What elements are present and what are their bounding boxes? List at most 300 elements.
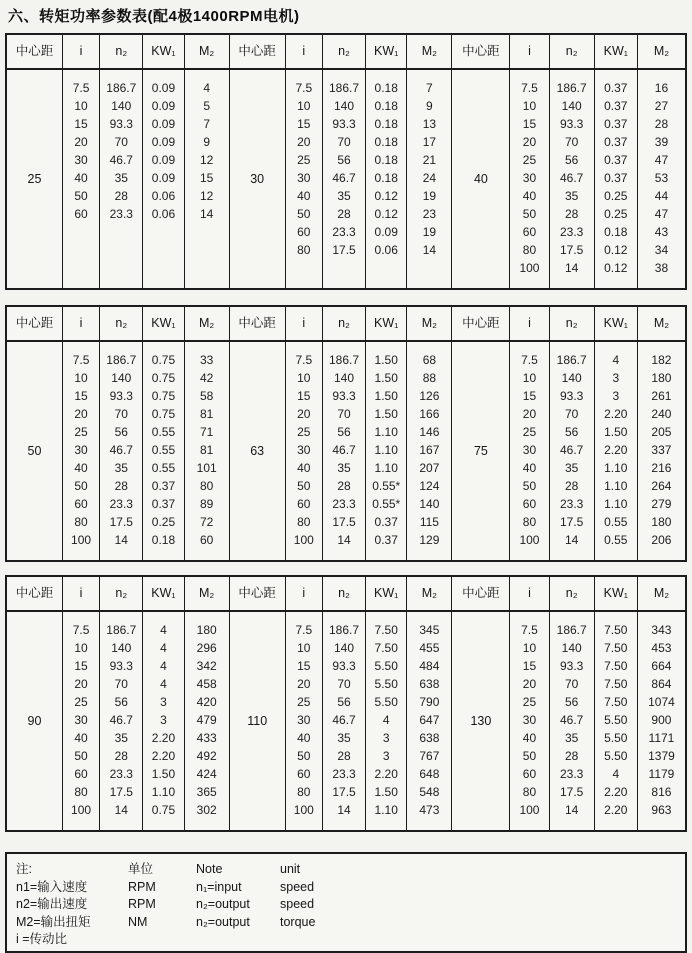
- data-column: [143, 342, 184, 560]
- data-column: [63, 342, 100, 560]
- cell-value: 50: [297, 479, 311, 493]
- cell-value: 1.10: [604, 479, 628, 493]
- cell-value: 93.3: [332, 389, 356, 403]
- center-distance-cell: [452, 612, 510, 830]
- column-header: M₂: [407, 577, 452, 612]
- cell-value: 14: [337, 533, 351, 547]
- note-cell: n1=输入速度: [16, 879, 88, 894]
- column-header: M₂: [638, 307, 685, 342]
- cell-value: 0.55: [151, 443, 176, 457]
- cell-value: 0.75: [151, 407, 176, 421]
- cell-value: 458: [196, 677, 217, 691]
- cell-value: 40: [74, 731, 88, 745]
- cell-value: 343: [651, 623, 672, 637]
- center-distance-cell: [230, 612, 286, 830]
- cell-value: 70: [564, 677, 579, 691]
- cell-value: 186.7: [329, 353, 360, 367]
- cell-value: 0.18: [374, 171, 398, 185]
- cell-value: 140: [561, 371, 582, 385]
- cell-value: 7.5: [72, 353, 90, 367]
- note-cell: n₂=output: [196, 897, 250, 911]
- note-cell: [196, 931, 280, 949]
- cell-value: 15: [522, 659, 537, 673]
- note-row: [16, 879, 685, 897]
- cell-value: 816: [651, 785, 672, 799]
- cell-value: 7.50: [374, 623, 398, 637]
- note-cell: [128, 931, 196, 949]
- cell-value: 1.50: [374, 407, 398, 421]
- cell-value: 4: [160, 677, 167, 691]
- column-header: M₂: [407, 307, 452, 342]
- cell-value: 5: [203, 99, 210, 113]
- cell-value: 7.50: [604, 623, 628, 637]
- column-header: M₂: [185, 577, 230, 612]
- cell-value: 0.37: [151, 497, 176, 511]
- cell-value: 140: [419, 497, 440, 511]
- cell-value: 15: [74, 117, 88, 131]
- cell-value: 0.12: [604, 243, 628, 257]
- cell-value: 60: [199, 533, 214, 547]
- cell-value: 28: [337, 207, 351, 221]
- cell-value: 28: [337, 749, 351, 763]
- cell-value: 46.7: [109, 713, 133, 727]
- cell-value: 0.25: [604, 207, 628, 221]
- cell-value: 0.55: [604, 515, 628, 529]
- cell-value: 80: [199, 479, 214, 493]
- cell-value: 0.75: [151, 371, 176, 385]
- cell-value: 25: [522, 153, 537, 167]
- parameter-table-band-1: [5, 33, 687, 290]
- cell-value: 7.5: [295, 81, 313, 95]
- cell-value: 0.09: [151, 99, 176, 113]
- cell-value: 146: [419, 425, 440, 439]
- cell-value: 1.50: [604, 425, 628, 439]
- cell-value: 0.37: [604, 117, 628, 131]
- cell-value: 56: [114, 425, 128, 439]
- cell-value: 25: [297, 153, 311, 167]
- center-distance-value: 63: [250, 444, 265, 458]
- center-distance-value: 40: [473, 172, 488, 186]
- cell-value: 5.50: [604, 731, 628, 745]
- note-cell: Note: [196, 862, 223, 876]
- cell-value: 0.09: [151, 81, 176, 95]
- cell-value: 47: [654, 207, 669, 221]
- data-column: [323, 70, 366, 288]
- cell-value: 17.5: [559, 515, 584, 529]
- cell-value: 100: [519, 803, 540, 817]
- cell-value: 44: [654, 189, 669, 203]
- cell-value: 50: [522, 749, 537, 763]
- cell-value: 80: [297, 785, 311, 799]
- note-cell: speed: [280, 879, 315, 894]
- data-column: [550, 342, 595, 560]
- cell-value: 50: [522, 207, 537, 221]
- data-column: [100, 612, 143, 830]
- cell-value: 115: [419, 515, 439, 529]
- cell-value: 23.3: [559, 225, 584, 239]
- cell-value: 100: [519, 261, 540, 275]
- cell-value: 46.7: [109, 153, 133, 167]
- cell-value: 23.3: [559, 767, 584, 781]
- cell-value: 23.3: [332, 225, 356, 239]
- cell-value: 23: [422, 207, 437, 221]
- cell-value: 93.3: [332, 659, 356, 673]
- cell-value: 35: [564, 731, 579, 745]
- cell-value: 0.25: [604, 189, 628, 203]
- cell-value: 4: [160, 623, 167, 637]
- cell-value: 2.20: [604, 407, 628, 421]
- cell-value: 166: [419, 407, 440, 421]
- cell-value: 3: [612, 389, 620, 403]
- cell-value: 14: [199, 207, 214, 221]
- notes-box: [5, 852, 687, 953]
- cell-value: 15: [297, 117, 311, 131]
- cell-value: 648: [419, 767, 440, 781]
- column-header: n₂: [550, 577, 595, 612]
- cell-value: 30: [297, 443, 311, 457]
- column-header: KW₁: [143, 577, 184, 612]
- cell-value: 0.06: [374, 243, 398, 257]
- cell-value: 767: [419, 749, 440, 763]
- column-header-center-distance: 中心距: [452, 577, 510, 612]
- cell-value: 20: [297, 677, 311, 691]
- cell-value: 0.37: [604, 135, 628, 149]
- cell-value: 638: [419, 731, 440, 745]
- cell-value: 25: [297, 425, 311, 439]
- cell-value: 1.50: [374, 371, 398, 385]
- cell-value: 473: [419, 803, 440, 817]
- data-column: [638, 342, 685, 560]
- column-header-center-distance: 中心距: [230, 577, 286, 612]
- cell-value: 14: [114, 803, 128, 817]
- column-header: n₂: [100, 307, 143, 342]
- cell-value: 126: [419, 389, 440, 403]
- cell-value: 0.37: [151, 479, 176, 493]
- cell-value: 15: [199, 171, 214, 185]
- column-header: i: [510, 577, 549, 612]
- cell-value: 47: [654, 153, 669, 167]
- column-header: n₂: [550, 35, 595, 70]
- cell-value: 100: [71, 803, 92, 817]
- cell-value: 17.5: [559, 243, 584, 257]
- cell-value: 20: [74, 135, 88, 149]
- column-header-center-distance: 中心距: [452, 307, 510, 342]
- cell-value: 20: [522, 135, 537, 149]
- column-header: i: [286, 307, 323, 342]
- cell-value: 14: [564, 533, 579, 547]
- cell-value: 10: [74, 371, 88, 385]
- data-column: [323, 342, 366, 560]
- cell-value: 900: [651, 713, 672, 727]
- cell-value: 453: [651, 641, 672, 655]
- cell-value: 4: [382, 713, 390, 727]
- column-header: KW₁: [595, 307, 638, 342]
- cell-value: 14: [564, 803, 579, 817]
- cell-value: 42: [199, 371, 214, 385]
- cell-value: 46.7: [332, 443, 356, 457]
- cell-value: 167: [419, 443, 440, 457]
- cell-value: 35: [564, 461, 579, 475]
- cell-value: 34: [654, 243, 669, 257]
- cell-value: 35: [337, 731, 351, 745]
- cell-value: 80: [74, 785, 88, 799]
- cell-value: 60: [297, 767, 311, 781]
- cell-value: 20: [522, 677, 537, 691]
- cell-value: 50: [74, 189, 88, 203]
- cell-value: 30: [522, 443, 537, 457]
- cell-value: 60: [297, 497, 311, 511]
- cell-value: 186.7: [106, 623, 137, 637]
- cell-value: 27: [654, 99, 669, 113]
- cell-value: 17.5: [559, 785, 584, 799]
- cell-value: 50: [522, 479, 537, 493]
- center-distance-cell: [452, 70, 510, 288]
- cell-value: 46.7: [109, 443, 133, 457]
- cell-value: 28: [564, 479, 579, 493]
- cell-value: 1.10: [374, 803, 398, 817]
- cell-value: 23.3: [109, 207, 133, 221]
- cell-value: 10: [297, 99, 311, 113]
- cell-value: 89: [199, 497, 214, 511]
- cell-value: 93.3: [559, 659, 584, 673]
- column-header: M₂: [185, 307, 230, 342]
- cell-value: 7.50: [604, 641, 628, 655]
- note-cell: n₂=output: [196, 914, 250, 929]
- column-header: KW₁: [143, 35, 184, 70]
- center-distance-value: 25: [27, 172, 42, 186]
- center-distance-cell: [7, 70, 63, 288]
- cell-value: 664: [651, 659, 672, 673]
- note-cell: torque: [280, 914, 316, 929]
- column-header: i: [286, 577, 323, 612]
- cell-value: 15: [74, 659, 88, 673]
- cell-value: 25: [522, 425, 537, 439]
- cell-value: 7.50: [604, 677, 628, 691]
- cell-value: 28: [337, 479, 351, 493]
- column-header-center-distance: 中心距: [7, 307, 63, 342]
- cell-value: 420: [196, 695, 217, 709]
- column-header: i: [510, 35, 549, 70]
- column-header: KW₁: [143, 307, 184, 342]
- table-body: [7, 612, 685, 830]
- column-header: n₂: [323, 35, 366, 70]
- cell-value: 30: [74, 443, 88, 457]
- cell-value: 207: [419, 461, 440, 475]
- cell-value: 30: [74, 153, 88, 167]
- cell-value: 70: [337, 407, 351, 421]
- cell-value: 12: [199, 189, 214, 203]
- cell-value: 5.50: [604, 749, 628, 763]
- cell-value: 16: [654, 81, 669, 95]
- cell-value: 7.5: [521, 81, 538, 95]
- table-header-row: [7, 577, 685, 612]
- column-header: M₂: [407, 35, 452, 70]
- cell-value: 60: [522, 497, 537, 511]
- cell-value: 302: [196, 803, 217, 817]
- cell-value: 180: [651, 371, 672, 385]
- column-header-center-distance: 中心距: [230, 307, 286, 342]
- cell-value: 10: [297, 371, 311, 385]
- cell-value: 0.37: [604, 153, 628, 167]
- cell-value: 28: [114, 189, 128, 203]
- column-header: n₂: [100, 35, 143, 70]
- cell-value: 80: [522, 515, 537, 529]
- cell-value: 38: [654, 261, 669, 275]
- note-cell: [280, 931, 685, 949]
- cell-value: 0.55*: [372, 479, 401, 493]
- cell-value: 124: [419, 479, 440, 493]
- cell-value: 40: [522, 731, 537, 745]
- cell-value: 70: [337, 135, 351, 149]
- cell-value: 206: [651, 533, 672, 547]
- cell-value: 4: [203, 81, 210, 95]
- data-column: [550, 70, 595, 288]
- cell-value: 186.7: [106, 353, 137, 367]
- cell-value: 60: [74, 497, 88, 511]
- cell-value: 15: [522, 389, 537, 403]
- data-column: [366, 70, 407, 288]
- cell-value: 1.50: [374, 389, 398, 403]
- cell-value: 7.50: [374, 641, 398, 655]
- cell-value: 4: [160, 641, 167, 655]
- cell-value: 186.7: [329, 81, 360, 95]
- table-header-row: [7, 35, 685, 70]
- cell-value: 186.7: [329, 623, 360, 637]
- cell-value: 1.10: [604, 497, 628, 511]
- cell-value: 53: [654, 171, 669, 185]
- cell-value: 140: [111, 99, 132, 113]
- cell-value: 17.5: [332, 785, 356, 799]
- cell-value: 296: [196, 641, 217, 655]
- cell-value: 28: [564, 749, 579, 763]
- data-column: [143, 612, 184, 830]
- cell-value: 70: [114, 677, 128, 691]
- column-header: i: [286, 35, 323, 70]
- note-cell: RPM: [128, 897, 156, 911]
- cell-value: 35: [564, 189, 579, 203]
- cell-value: 10: [522, 641, 537, 655]
- column-header: KW₁: [366, 577, 407, 612]
- cell-value: 50: [74, 749, 88, 763]
- cell-value: 0.06: [151, 189, 176, 203]
- cell-value: 129: [419, 533, 440, 547]
- cell-value: 40: [297, 731, 311, 745]
- cell-value: 0.75: [151, 353, 176, 367]
- note-cell: RPM: [128, 879, 156, 894]
- cell-value: 484: [419, 659, 440, 673]
- cell-value: 60: [74, 767, 88, 781]
- cell-value: 68: [422, 353, 437, 367]
- cell-value: 40: [297, 189, 311, 203]
- cell-value: 20: [522, 407, 537, 421]
- cell-value: 21: [422, 153, 437, 167]
- cell-value: 0.37: [604, 81, 628, 95]
- cell-value: 70: [114, 135, 128, 149]
- cell-value: 790: [419, 695, 440, 709]
- parameter-tables: [5, 33, 687, 832]
- cell-value: 40: [74, 461, 88, 475]
- note-cell: unit: [280, 862, 301, 876]
- cell-value: 186.7: [556, 353, 587, 367]
- cell-value: 14: [337, 803, 351, 817]
- cell-value: 10: [522, 99, 537, 113]
- cell-value: 0.55: [151, 425, 176, 439]
- cell-value: 7.5: [521, 623, 538, 637]
- cell-value: 2.20: [604, 443, 628, 457]
- cell-value: 279: [651, 497, 672, 511]
- cell-value: 93.3: [109, 659, 133, 673]
- cell-value: 80: [297, 243, 311, 257]
- cell-value: 100: [293, 533, 314, 547]
- cell-value: 180: [651, 515, 672, 529]
- cell-value: 46.7: [559, 713, 584, 727]
- cell-value: 1.10: [604, 461, 628, 475]
- cell-value: 0.18: [604, 225, 628, 239]
- cell-value: 23.3: [559, 497, 584, 511]
- data-column: [638, 612, 685, 830]
- cell-value: 100: [71, 533, 92, 547]
- note-cell: NM: [128, 914, 148, 929]
- cell-value: 186.7: [106, 81, 137, 95]
- cell-value: 0.37: [374, 533, 398, 547]
- cell-value: 0.37: [604, 99, 628, 113]
- cell-value: 17: [422, 135, 437, 149]
- cell-value: 182: [651, 353, 672, 367]
- cell-value: 140: [334, 99, 355, 113]
- cell-value: 345: [419, 623, 440, 637]
- cell-value: 140: [334, 641, 355, 655]
- cell-value: 205: [651, 425, 672, 439]
- cell-value: 647: [419, 713, 440, 727]
- cell-value: 71: [199, 425, 214, 439]
- cell-value: 14: [114, 533, 128, 547]
- cell-value: 0.18: [374, 135, 398, 149]
- cell-value: 30: [297, 713, 311, 727]
- cell-value: 13: [422, 117, 437, 131]
- cell-value: 0.55: [151, 461, 176, 475]
- note-cell: i =传动比: [16, 932, 68, 946]
- cell-value: 140: [334, 371, 355, 385]
- data-column: [286, 342, 323, 560]
- cell-value: 1.10: [374, 443, 398, 457]
- column-header-center-distance: 中心距: [452, 35, 510, 70]
- cell-value: 140: [111, 641, 132, 655]
- cell-value: 25: [74, 695, 88, 709]
- cell-value: 186.7: [556, 81, 587, 95]
- cell-value: 28: [564, 207, 579, 221]
- cell-value: 101: [196, 461, 217, 475]
- data-column: [63, 70, 100, 288]
- column-header: n₂: [323, 307, 366, 342]
- data-column: [595, 612, 638, 830]
- cell-value: 19: [422, 189, 437, 203]
- cell-value: 10: [74, 641, 88, 655]
- cell-value: 20: [297, 135, 311, 149]
- cell-value: 0.09: [151, 171, 176, 185]
- cell-value: 7.50: [604, 695, 628, 709]
- cell-value: 7.50: [604, 659, 628, 673]
- cell-value: 0.12: [374, 189, 398, 203]
- cell-value: 80: [74, 515, 88, 529]
- note-cell: speed: [280, 897, 315, 911]
- cell-value: 455: [419, 641, 440, 655]
- cell-value: 7.5: [72, 623, 90, 637]
- note-cell: n₁=input: [196, 879, 242, 894]
- column-header: KW₁: [366, 35, 407, 70]
- cell-value: 424: [196, 767, 217, 781]
- cell-value: 342: [196, 659, 217, 673]
- cell-value: 100: [293, 803, 314, 817]
